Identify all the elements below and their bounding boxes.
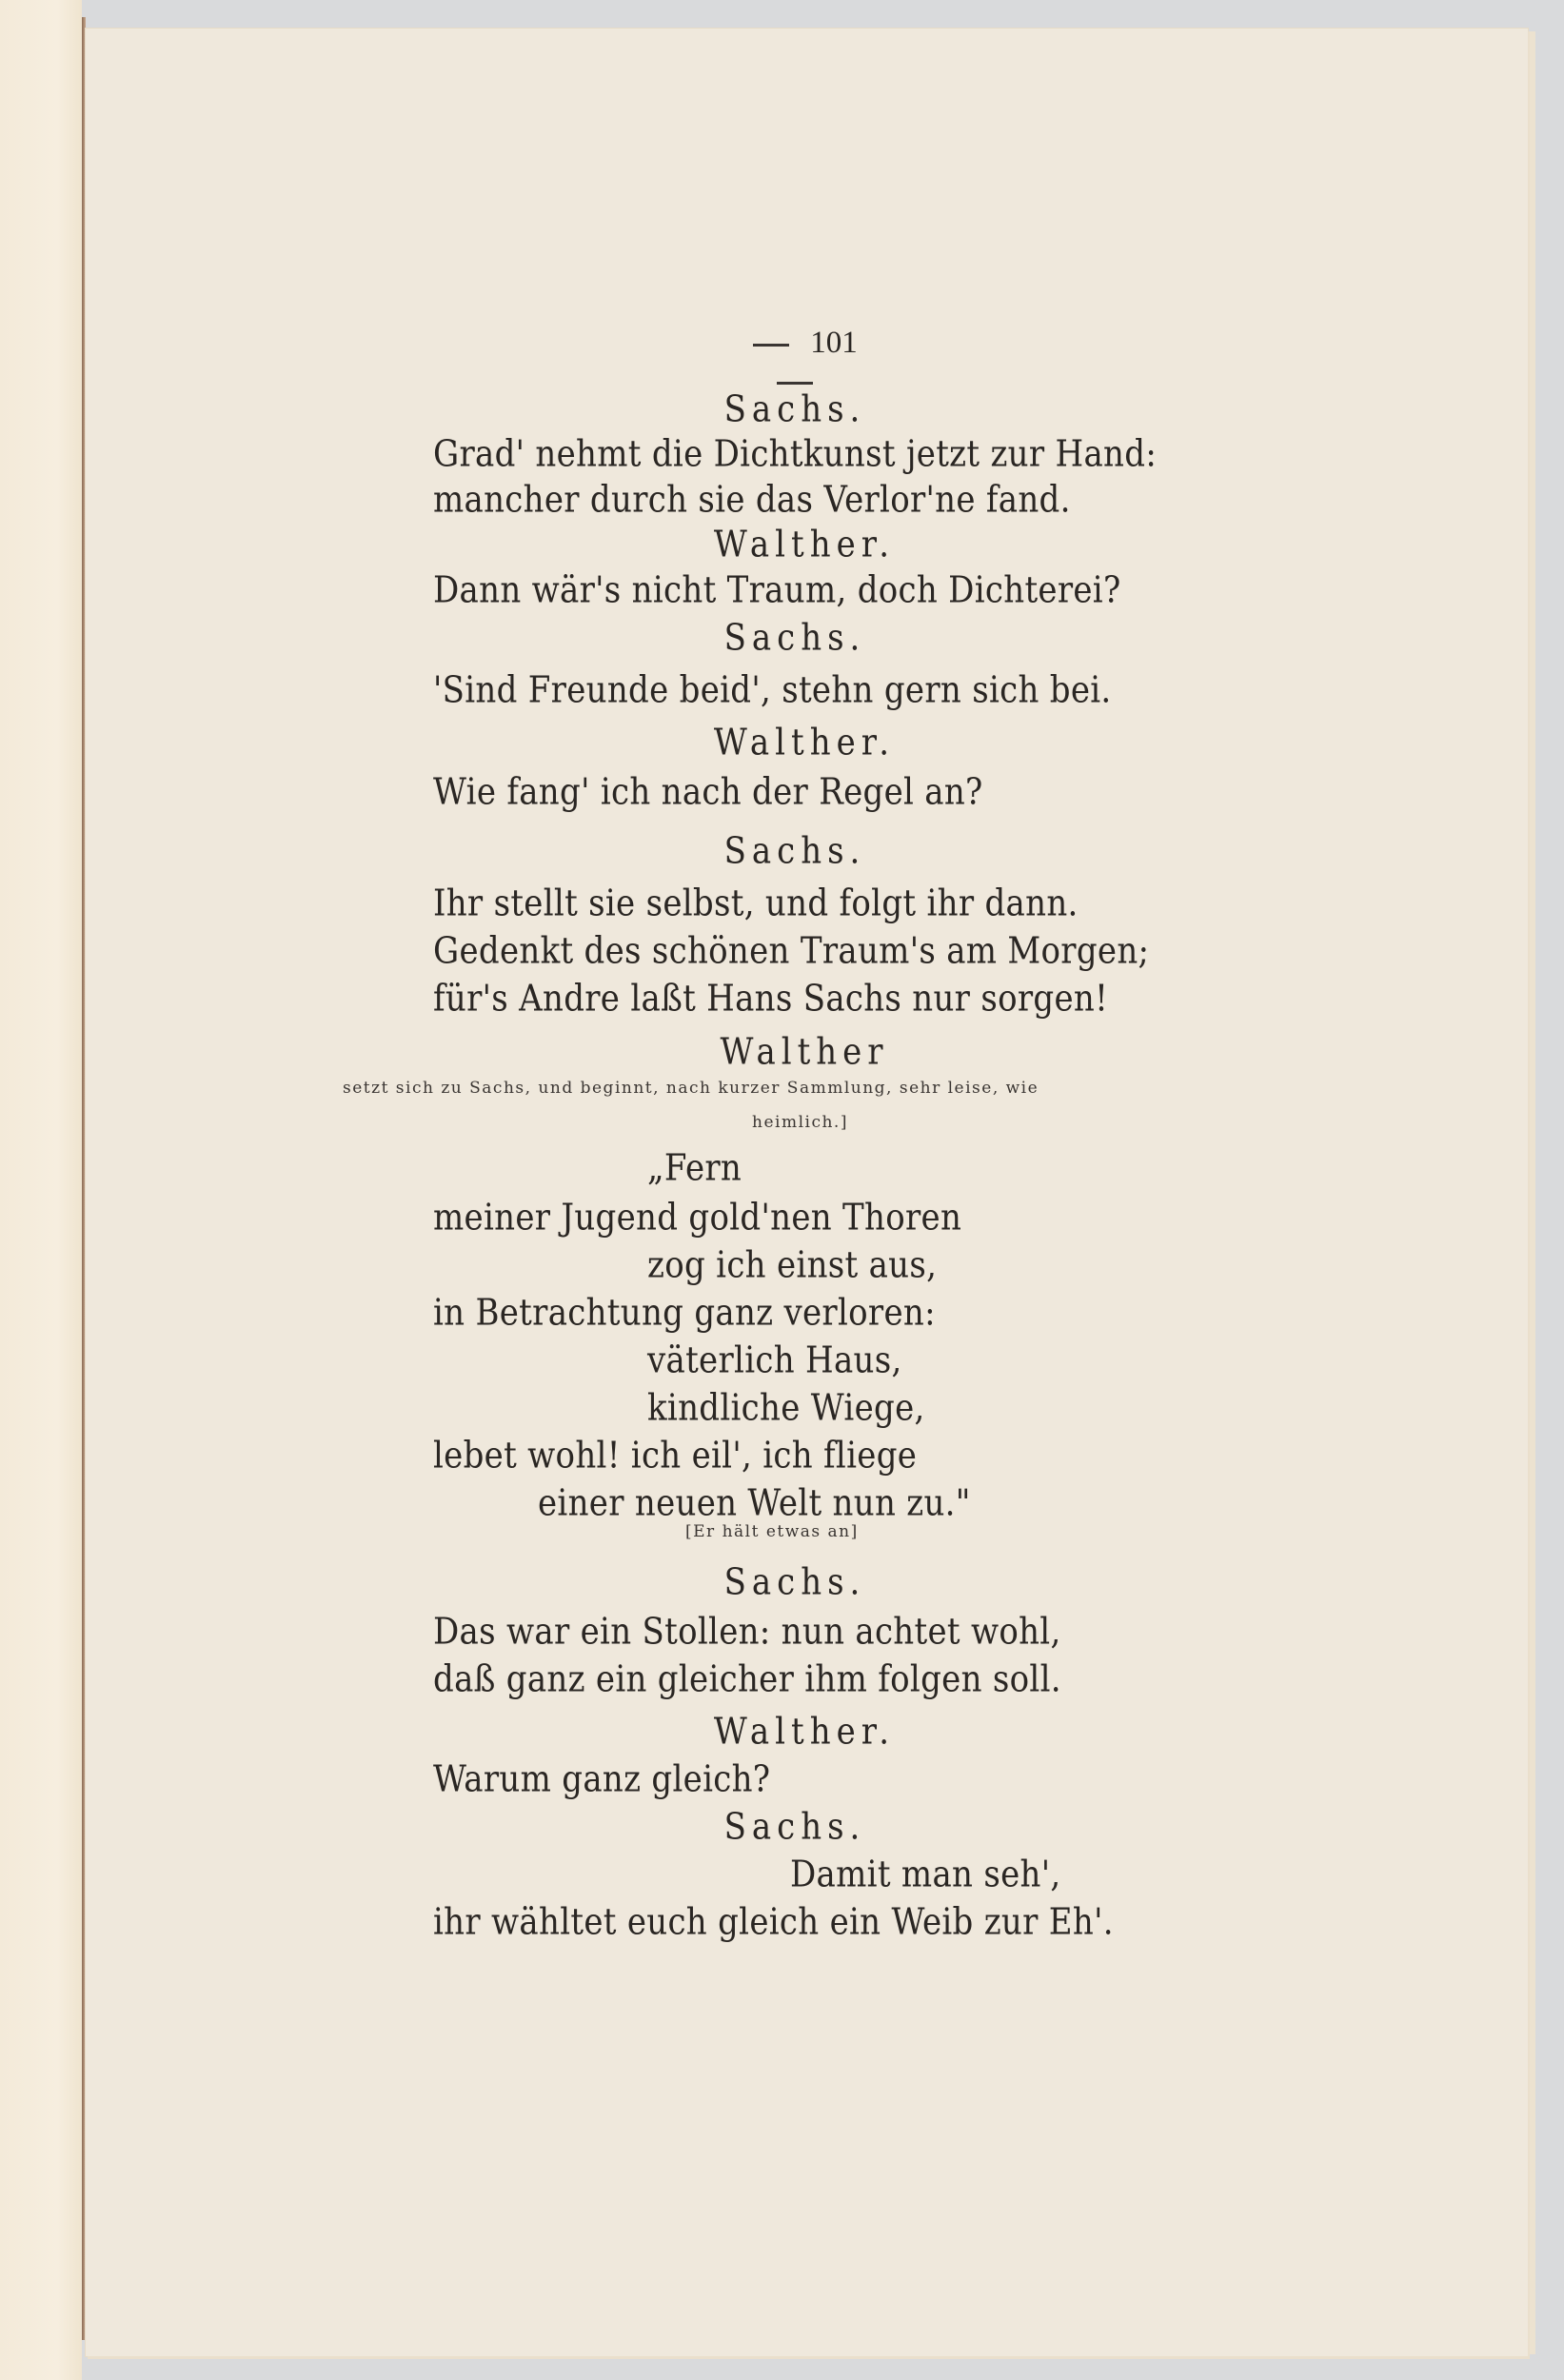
dash-left (753, 344, 789, 347)
speaker-name: Sachs. (723, 388, 866, 431)
verse-line: ihr wähltet euch gleich ein Weib zur Eh'. (433, 1901, 1114, 1944)
verse-line: zog ich einst aus, (647, 1244, 938, 1287)
verse-line: Damit man seh', (790, 1854, 1061, 1896)
verse-line: in Betrachtung ganz verloren: (433, 1292, 936, 1335)
stage-direction: setzt sich zu Sachs, und beginnt, nach kurzer Sammlung, sehr leise, wie (343, 1079, 1039, 1098)
speaker-name: Sachs. (723, 830, 866, 873)
verse-line: mancher durch sie das Verlor'ne fand. (433, 479, 1071, 522)
speaker-name: Sachs. (723, 617, 866, 660)
verse-line: einer neuen Welt nun zu." (538, 1482, 971, 1525)
verse-line: daß ganz ein gleicher ihm folgen soll. (433, 1658, 1061, 1701)
verse-line: meiner Jugend gold'nen Thoren (433, 1197, 962, 1240)
verse-line: Das war ein Stollen: nun achtet wohl, (433, 1611, 1061, 1654)
verse-line: Dann wär's nicht Traum, doch Dichterei? (433, 569, 1121, 612)
speaker-name: Walther. (713, 722, 896, 764)
verse-line: Ihr stellt sie selbst, und folgt ihr dann. (433, 883, 1079, 925)
verse-line: Wie fang' ich nach der Regel an? (433, 771, 983, 814)
stage-direction: [Er hält etwas an] (685, 1522, 859, 1541)
verse-line: väterlich Haus, (647, 1339, 902, 1382)
verse-line: lebet wohl! ich eil', ich fliege (433, 1435, 918, 1478)
dash-right (777, 382, 813, 385)
facing-page-edge (0, 0, 82, 2380)
page-edge (1528, 31, 1535, 2354)
speaker-name: Walther (720, 1031, 889, 1074)
speaker-name: Walther. (713, 1711, 896, 1754)
speaker-name: Walther. (713, 524, 896, 566)
verse-line: 'Sind Freunde beid', stehn gern sich bei. (433, 669, 1112, 712)
verse-line: „Fern (647, 1147, 742, 1190)
speaker-name: Sachs. (723, 1806, 866, 1849)
speaker-name: Sachs. (723, 1561, 866, 1604)
verse-line: Warum ganz gleich? (433, 1758, 771, 1801)
verse-line: für's Andre laßt Hans Sachs nur sorgen! (433, 978, 1109, 1021)
verse-line: Grad' nehmt die Dichtkunst jetzt zur Hand: (433, 433, 1158, 476)
page-number-text: 101 (810, 326, 858, 360)
stage-direction: heimlich.] (752, 1113, 848, 1132)
verse-line: Gedenkt des schönen Traum's am Morgen; (433, 930, 1150, 973)
verse-line: kindliche Wiege, (647, 1387, 925, 1430)
